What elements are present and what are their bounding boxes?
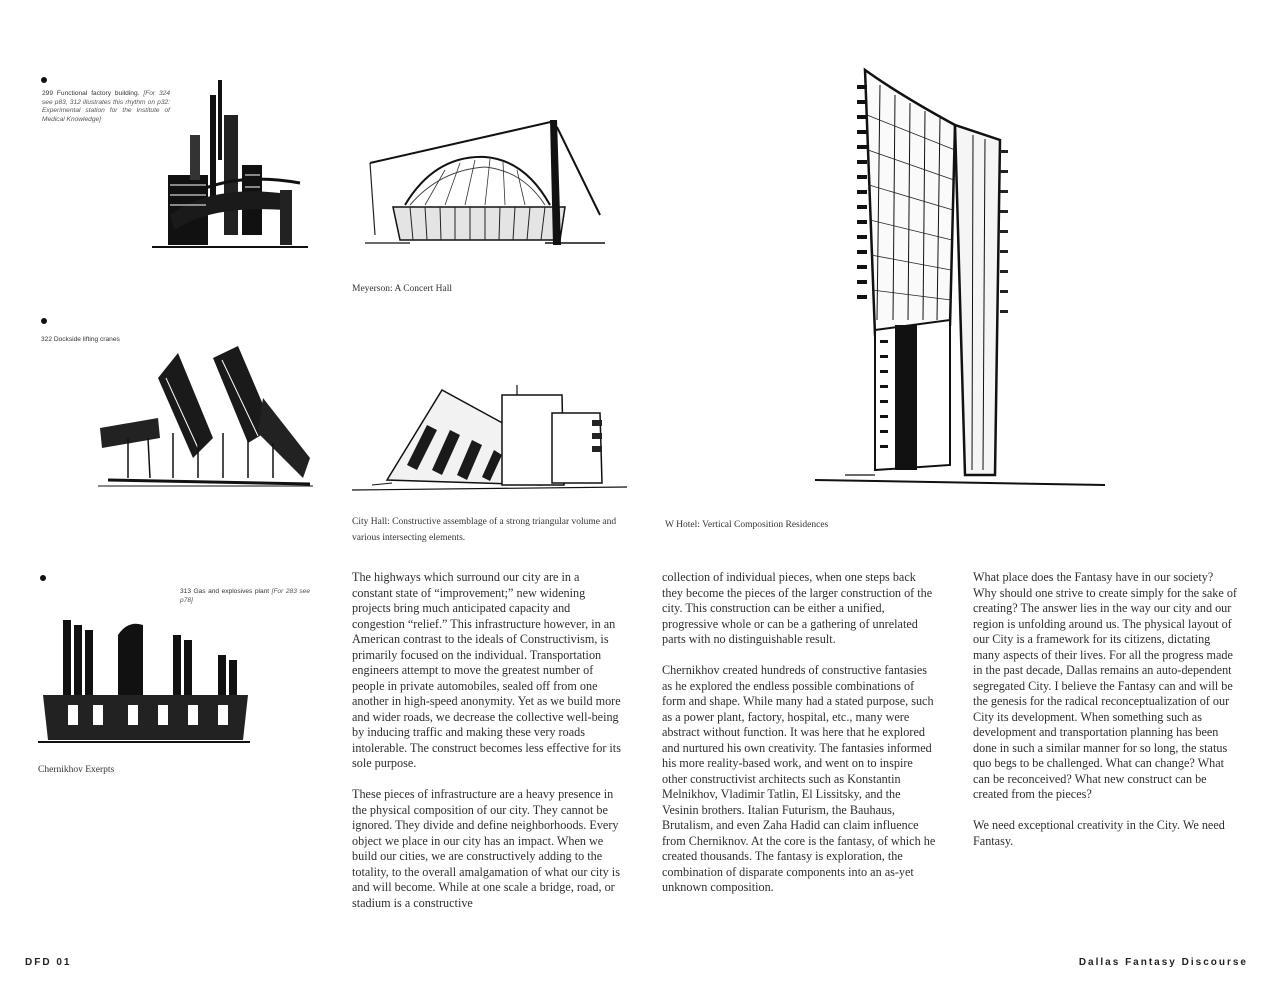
paragraph: The highways which surround our city are in a constant state of “improvement;” new widening projects bring much anticipated capacity and congestion “relief.” This infrastructure however, in an American contrast to the ideals of Constructivism, is primarily focused on the individual. Transportation engineers attempt to move the greatest number of people in private automobiles, sealed off from one another in high-speed anonymity. Yet as we build more and wider roads, we decrease the collective well-being by inducing traffic and making these very roads intolerable. The construct becomes less effective for its sole purpose.	[352, 570, 621, 770]
w-hotel-caption: W Hotel: Vertical Composition Residences	[665, 520, 829, 530]
bullet-dot	[41, 77, 47, 83]
bullet-dot	[40, 575, 46, 581]
text-column-3	[973, 570, 1238, 865]
city-hall-caption: City Hall: Constructive assemblage of a strong triangular volume and various intersecting elements.	[352, 517, 617, 543]
footer-page-label: DFD 01	[25, 957, 72, 968]
cranes-sketch	[98, 338, 316, 490]
concert-hall-sketch	[365, 115, 615, 250]
gas-plant-sketch	[38, 615, 253, 745]
bullet-dot	[41, 318, 47, 324]
footer-publication-title: Dallas Fantasy Discourse	[1078, 957, 1248, 968]
factory-note: 299 Functional factory building. [For 324 see p83, 312 illustrates this rhythm on p32: Experimental station for the Institute of Medical Knowledge]	[42, 90, 170, 123]
gas-plant-note: 313 Gas and explosives plant [For 283 see p78]	[180, 588, 310, 604]
paragraph: We need exceptional creativity in the City. We need Fantasy.	[973, 818, 1225, 848]
paragraph: collection of individual pieces, when one steps back they become the pieces of the larger construction of the city. This construction can be either a unified, progressive whole or can be a gathering of unrelated parts with no distinguishable result.	[662, 570, 933, 646]
w-hotel-tower-sketch	[815, 55, 1110, 495]
chernikhov-caption: Chernikhov Exerpts	[38, 765, 115, 775]
paragraph: These pieces of infrastructure are a heavy presence in the physical composition of our city. They cannot be ignored. They divide and define neighborhoods. Every object we place in our city has an impact. When we build our cities, we are constructively adding to the totality, to the overall amalgamation of what our city is and will become. While at one scale a bridge, road, or stadium is a constructive	[352, 787, 620, 910]
cranes-note: 322 Dockside lifting cranes	[41, 336, 120, 343]
text-column-2	[662, 570, 938, 911]
city-hall-sketch	[352, 375, 630, 500]
paragraph: Chernikhov created hundreds of constructive fantasies as he explored the endless possible combinations of form and shape. While many had a stated purpose, such as a power plant, factory, hospital, etc., many were abstract without function. It was here that he explored and nurtured his own creativity. The fantasies informed his more reality-based work, and went on to inspire other constructivist architects such as Konstantin Melnikhov, Vladimir Tatlin, El Lissitsky, and the Vesinin brothers. Italian Futurism, the Bauhaus, Brutalism, and even Zaha Hadid can claim influence from Cherniknov. At the core is the fantasy, of which he created thousands. The fantasy is exploration, the combination of disparate components into an as-yet unknown composition.	[662, 663, 936, 894]
concert-hall-caption: Meyerson: A Concert Hall	[352, 284, 452, 294]
paragraph: What place does the Fantasy have in our society? Why should one strive to create simply for the sake of creating? The answer lies in the way our city and our region is unfolding around us. The physical layout of our City is a framework for its citizens, dictating many aspects of their lives. For all the progress made in the past decade, Dallas remains an auto-dependent segregated City. I believe the Fantasy can and will be the genesis for the radical reconceptualization of our City its development. When something such as development and transportation planning has been done in such a similar manner for so long, the status quo begs to be challenged. What can change? What can be reconceived? What new construct can be created from the pieces?	[973, 570, 1237, 801]
text-column-1	[352, 570, 622, 927]
factory-sketch	[150, 75, 310, 255]
